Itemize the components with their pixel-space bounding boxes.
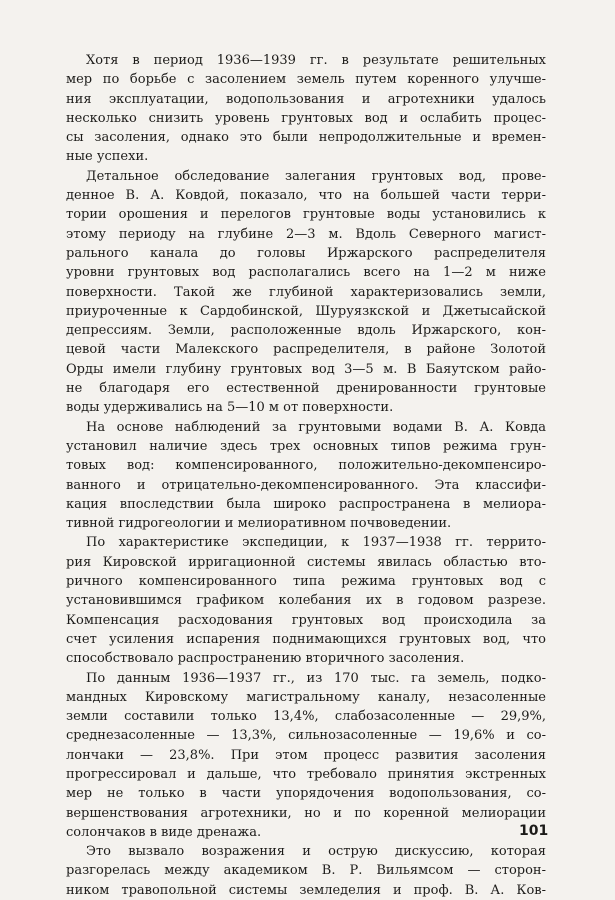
text-line: счет усиления испарения поднимающихся грунтовых вод, что <box>66 631 546 647</box>
text-line: цевой части Малекского распределителя, в районе Золотой <box>66 342 546 358</box>
text-line: кация впоследствии была широко распространена в мелиора- <box>66 496 546 512</box>
text-line: Это вызвало возражения и острую дискуссию, которая <box>86 844 546 860</box>
text-line: уровни грунтовых вод располагались всего на 1—2 м ниже <box>66 265 546 281</box>
paragraph <box>66 51 546 167</box>
text-line: лончаки — 23,8%. При этом процесс развития засоления <box>66 747 546 763</box>
text-line: тивной гидрогеологии и мелиоративном почвоведении. <box>66 516 452 532</box>
text-line: денное В. А. Ковдой, показало, что на большей части терри- <box>66 188 546 204</box>
text-line: прогрессировал и дальше, что требовало принятия экстренных <box>66 766 546 782</box>
text-line: Компенсация расходования грунтовых вод происходила за <box>66 612 546 628</box>
text-line: рия Кировской ирригационной системы явилась областью вто- <box>66 554 546 570</box>
paragraph <box>66 418 546 534</box>
text-line: тории орошения и перелогов грунтовые воды установились к <box>66 207 546 223</box>
text-line: ные успехи. <box>66 149 149 165</box>
text-line: По данным 1936—1937 гг., из 170 тыс. га земель, подко- <box>86 670 546 686</box>
text-line: сы засоления, однако это были непродолжительные и времен- <box>66 130 546 146</box>
body-text <box>66 51 549 900</box>
text-line: несколько снизить уровень грунтовых вод и ослабить процес- <box>66 110 546 126</box>
text-line: поверхности. Такой же глубиной характеризовались земли, <box>66 284 546 300</box>
paragraph <box>66 533 546 668</box>
text-line: установил наличие здесь трех основных типов режима грун- <box>66 438 546 454</box>
text-line: мер не только в части упорядочения водопользования, со- <box>66 786 546 802</box>
paragraph <box>66 167 546 418</box>
paragraph <box>66 842 546 900</box>
text-line: Хотя в период 1936—1939 гг. в результате решительных <box>86 53 546 68</box>
page-number: 101 <box>519 823 549 839</box>
paragraph <box>66 669 549 843</box>
text-line: товых вод: компенсированного, положительно-декомпенсиро- <box>66 458 546 474</box>
text-line: солончаков в виде дренажа. <box>66 824 262 840</box>
text-line: установившимся графиком колебания их в годовом разрезе. <box>66 593 546 609</box>
text-line: рального канала до головы Иржарского распределителя <box>66 245 546 261</box>
text-line: ричного компенсированного типа режима грунтовых вод с <box>66 574 546 590</box>
text-line: среднезасоленные — 13,3%, сильнозасоленные — 19,6% и со- <box>66 728 546 744</box>
text-line: депрессиям. Земли, расположенные вдоль Иржарского, кон- <box>66 323 546 339</box>
text-line: воды удерживались на 5—10 м от поверхности. <box>66 400 394 416</box>
text-line: Детальное обследование залегания грунтовых вод, прове- <box>86 168 546 184</box>
text-line: ником травопольной системы земледелия и проф. В. А. Ков- <box>66 882 546 898</box>
text-line: разгорелась между академиком В. Р. Вильямсом — сторон- <box>66 863 546 879</box>
text-line: ванного и отрицательно-декомпенсированного. Эта классифи- <box>66 477 546 493</box>
text-line: способствовало распространению вторичного засоления. <box>66 651 465 667</box>
text-line: земли составили только 13,4%, слабозасоленные — 29,9%, <box>66 709 546 725</box>
text-line: Орды имели глубину грунтовых вод 3—5 м. В Баяутском райо- <box>66 361 546 377</box>
text-line: не благодаря его естественной дренированности грунтовые <box>66 381 546 397</box>
text-line: мер по борьбе с засолением земель путем коренного улучше- <box>66 72 546 88</box>
text-line: мандных Кировскому магистральному каналу, незасоленные <box>66 689 546 705</box>
text-line: По характеристике экспедиции, к 1937—1938 гг. террито- <box>86 535 546 551</box>
text-line: этому периоду на глубине 2—3 м. Вдоль Северного магист- <box>66 226 546 242</box>
text-line: приуроченные к Сардобинской, Шуруязкской и Джетысайской <box>66 303 546 319</box>
text-line: На основе наблюдений за грунтовыми водами В. А. Ковда <box>86 419 546 435</box>
text-line: ния эксплуатации, водопользования и агротехники удалось <box>66 91 546 107</box>
text-line: вершенствования агротехники, но и по коренной мелиорации <box>66 805 546 821</box>
